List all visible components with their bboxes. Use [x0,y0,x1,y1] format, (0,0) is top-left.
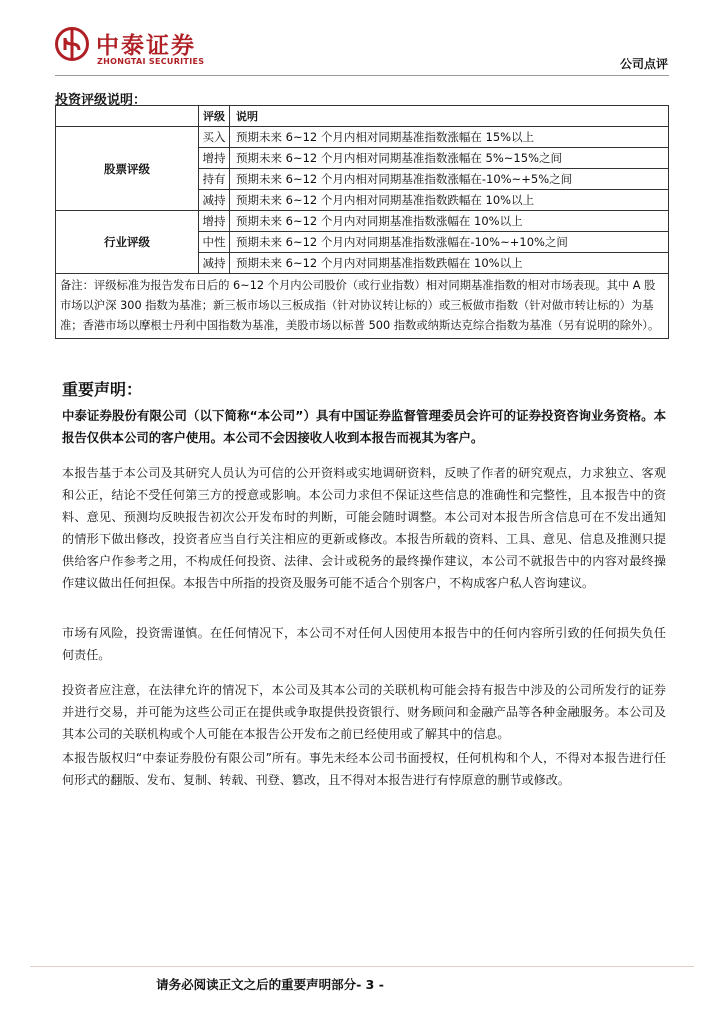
rating-note: 备注：评级标准为报告发布日后的 6~12 个月内公司股价（或行业指数）相对同期基准指数的相对市场表现。其中 A 股市场以沪深 300 指数为基准；新三板市场以三板成指（针对协议转让标的）或三板做市指数（针对做市转让标的）为基准；香港市场以摩根士丹利中国指数为基准，美股市场以标普 500 指数或纳斯达克综合指数为基准（另有说明的除外）。 [56,274,669,339]
rating-level: 增持 [199,148,230,169]
declaration-statement: 中泰证券股份有限公司（以下简称“本公司”）具有中国证券监督管理委员会许可的证券投资咨询业务资格。本报告仅供本公司的客户使用。本公司不会因接收人收到本报告而视其为客户。 [62,408,666,445]
rating-level: 中性 [199,232,230,253]
rating-level: 减持 [199,190,230,211]
rating-desc: 预期未来 6~12 个月内相对同期基准指数涨幅在-10%~+5%之间 [230,169,669,190]
declaration-paragraph: 投资者应注意，在法律允许的情况下，本公司及其本公司的关联机构可能会持有报告中涉及的公司所发行的证券并进行交易，并可能为这些公司正在提供或争取提供投资银行、财务顾问和金融产品等各种金融服务。本公司及其本公司的关联机构或个人可能在本报告公开发布之前已经使用或了解其中的信息。 [62,683,666,741]
header-divider [55,75,669,76]
rating-level: 增持 [199,211,230,232]
footer-disclaimer: 请务必阅读正文之后的重要声明部分- 3 - [156,977,384,992]
rating-desc: 预期未来 6~12 个月内对同期基准指数跌幅在 10%以上 [230,253,669,274]
table-header-level: 评级 [199,106,230,127]
table-header-desc: 说明 [230,106,669,127]
table-header-blank [56,106,199,127]
table-row [56,127,669,148]
rating-desc: 预期未来 6~12 个月内相对同期基准指数跌幅在 10%以上 [230,190,669,211]
page-header [0,0,724,80]
table-row [56,211,669,232]
rating-section-title: 投资评级说明： [55,93,147,108]
zhongtai-logo-icon [55,27,89,61]
document-type: 公司点评 [619,57,668,71]
declaration-paragraph: 本报告基于本公司及其研究人员认为可信的公开资料或实地调研资料，反映了作者的研究观点，力求独立、客观和公正，结论不受任何第三方的授意或影响。本公司力求但不保证这些信息的准确性和完整性，且本报告中的资料、意见、预测均反映报告初次公开发布时的判断，可能会随时调整。本公司对本报告所含信息可在不发出通知的情形下做出修改，投资者应当自行关注相应的更新或修改。本报告所载的资料、工具、意见、信息及推测只提供给客户作参考之用，不构成任何投资、法律、会计或税务的最终操作建议，本公司不就报告中的内容对最终操作建议做出任何担保。本报告中所指的投资及服务可能不适合个别客户，不构成客户私人咨询建议。 [62,466,666,590]
declaration-paragraph: 市场有风险，投资需谨慎。在任何情况下，本公司不对任何人因使用本报告中的任何内容所引致的任何损失负任何责任。 [62,626,666,662]
rating-level: 买入 [199,127,230,148]
rating-desc: 预期未来 6~12 个月内对同期基准指数涨幅在 10%以上 [230,211,669,232]
table-note-row [56,274,669,339]
declaration-title: 重要声明： [62,380,143,399]
industry-rating-category: 行业评级 [56,211,199,274]
declaration-paragraph: 本报告版权归“中泰证券股份有限公司”所有。事先未经本公司书面授权，任何机构和个人，不得对本报告进行任何形式的翻版、发布、复制、转载、刊登、篡改，且不得对本报告进行有悖原意的删节或修改。 [62,751,666,787]
table-header-row [56,106,669,127]
rating-table [55,105,669,339]
rating-level: 减持 [199,253,230,274]
stock-rating-category: 股票评级 [56,127,199,211]
logo-chinese-name: 中泰证券 [96,33,196,59]
rating-level: 持有 [199,169,230,190]
footer-divider [30,966,694,967]
rating-desc: 预期未来 6~12 个月内相对同期基准指数涨幅在 15%以上 [230,127,669,148]
rating-desc: 预期未来 6~12 个月内对同期基准指数涨幅在-10%~+10%之间 [230,232,669,253]
logo-english-name: ZHONGTAI SECURITIES [97,57,205,66]
rating-desc: 预期未来 6~12 个月内相对同期基准指数涨幅在 5%~15%之间 [230,148,669,169]
